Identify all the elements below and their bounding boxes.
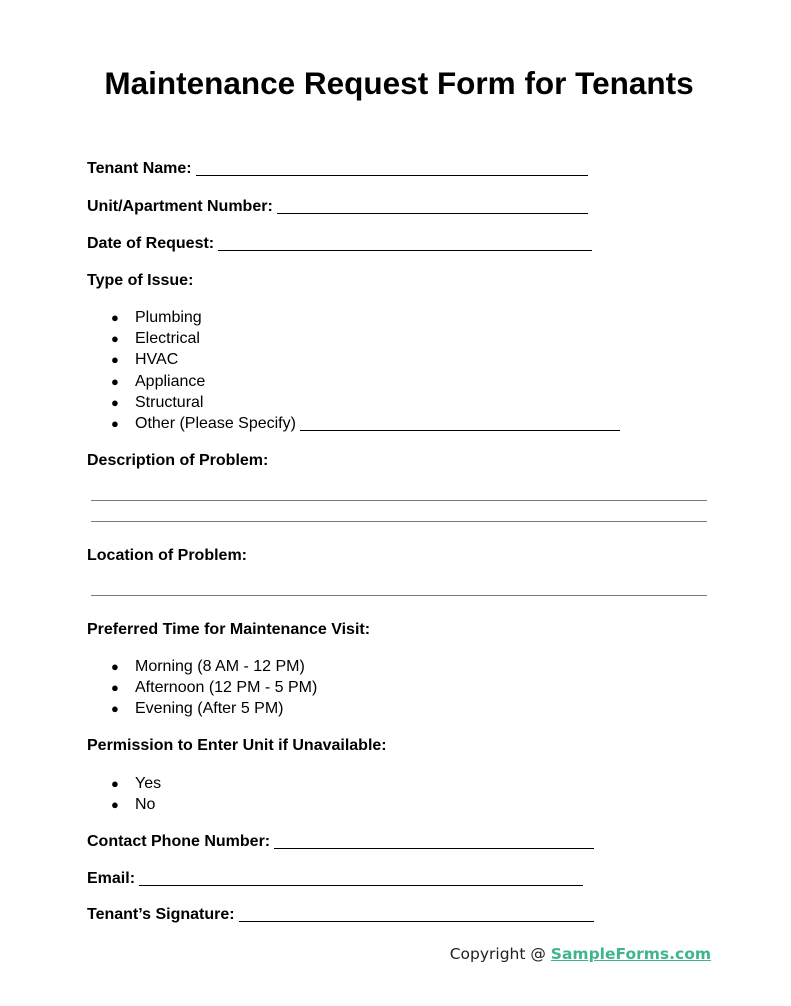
location-heading: Location of Problem: xyxy=(87,547,247,564)
bullet-icon: ● xyxy=(111,352,119,368)
email-field xyxy=(87,869,583,889)
description-line-2[interactable] xyxy=(91,521,707,522)
type-of-issue-heading: Type of Issue: xyxy=(87,272,194,289)
page-title: Maintenance Request Form for Tenants xyxy=(104,65,694,101)
preferred-time-heading: Preferred Time for Maintenance Visit: xyxy=(87,621,371,638)
date-of-request-field xyxy=(87,234,592,254)
signature-label: Tenant’s Signature: xyxy=(87,906,235,923)
location-line[interactable] xyxy=(91,595,707,596)
unit-number-blank[interactable] xyxy=(277,212,588,214)
list-item[interactable]: ● Appliance xyxy=(87,371,620,392)
phone-field xyxy=(87,832,594,852)
brand-link[interactable]: SampleForms.com xyxy=(550,945,711,963)
list-item[interactable]: ● Morning (8 AM - 12 PM) xyxy=(87,656,317,677)
date-of-request-label: Date of Request: xyxy=(87,235,215,252)
signature-blank[interactable] xyxy=(239,920,594,922)
tenant-name-field xyxy=(87,159,588,179)
bullet-icon: ● xyxy=(111,701,119,717)
other-specify-blank[interactable] xyxy=(300,429,620,431)
list-item[interactable]: ● Afternoon (12 PM - 5 PM) xyxy=(87,677,317,698)
permission-option-list xyxy=(87,773,161,815)
bullet-icon: ● xyxy=(111,659,119,674)
phone-blank[interactable] xyxy=(274,847,594,849)
permission-heading: Permission to Enter Unit if Unavailable: xyxy=(87,737,387,754)
tenant-name-blank[interactable] xyxy=(196,174,588,176)
bullet-icon: ● xyxy=(111,797,119,813)
email-blank[interactable] xyxy=(139,884,583,886)
list-item[interactable]: ● HVAC xyxy=(87,349,620,370)
unit-number-label: Unit/Apartment Number: xyxy=(87,198,273,215)
phone-label: Contact Phone Number: xyxy=(87,833,271,850)
tenant-name-label: Tenant Name: xyxy=(87,160,192,177)
description-heading: Description of Problem: xyxy=(87,452,269,469)
email-label: Email: xyxy=(87,870,136,887)
time-option-list xyxy=(87,656,317,720)
bullet-icon: ● xyxy=(111,331,119,347)
bullet-icon: ● xyxy=(111,394,119,410)
signature-field xyxy=(87,905,594,925)
date-of-request-blank[interactable] xyxy=(218,249,592,251)
list-item[interactable]: ● Structural xyxy=(87,392,620,413)
list-item[interactable]: ● Plumbing xyxy=(87,307,620,328)
list-item[interactable]: ● Other (Please Specify) xyxy=(87,413,620,434)
bullet-icon: ● xyxy=(111,310,119,325)
list-item[interactable]: ● Electrical xyxy=(87,328,620,349)
bullet-icon: ● xyxy=(111,680,119,696)
list-item[interactable]: ● No xyxy=(87,794,161,815)
bullet-icon: ● xyxy=(111,776,119,791)
copyright-footer: Copyright @ SampleForms.com xyxy=(449,945,711,963)
bullet-icon: ● xyxy=(111,415,119,431)
bullet-icon: ● xyxy=(111,373,119,389)
list-item[interactable]: ● Yes xyxy=(87,773,161,794)
unit-number-field xyxy=(87,197,588,217)
issue-type-list xyxy=(87,307,620,434)
description-line-1[interactable] xyxy=(91,500,707,501)
list-item[interactable]: ● Evening (After 5 PM) xyxy=(87,698,317,719)
